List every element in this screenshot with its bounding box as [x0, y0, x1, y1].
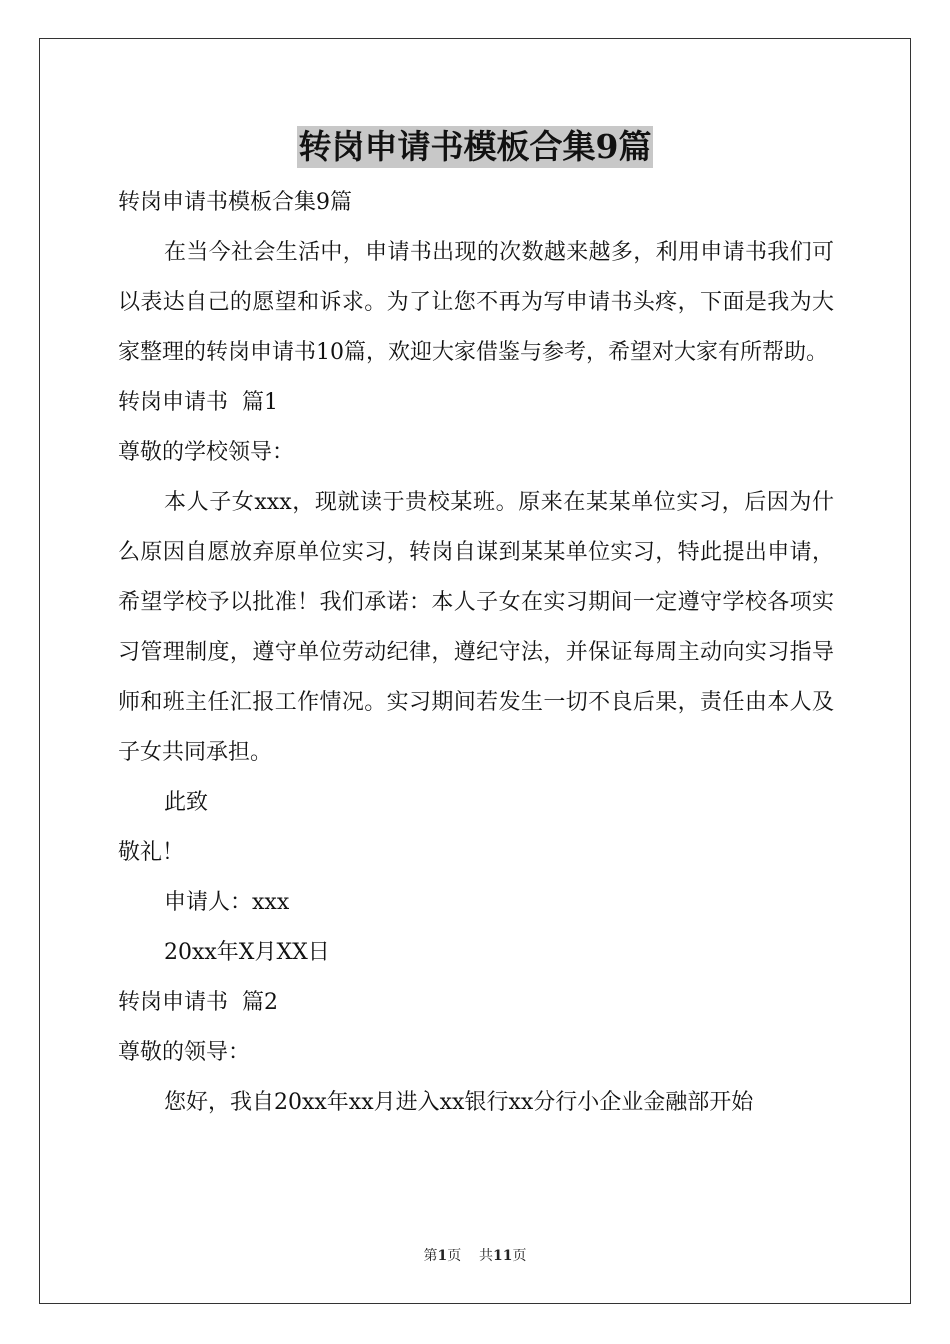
section-heading: 转岗申请书 篇1 [118, 390, 278, 415]
date-line: 20xx年X月XX日 [164, 940, 330, 965]
page-suffix: 页 [447, 1248, 462, 1264]
closing: 此致 [164, 790, 209, 815]
paragraph: 本人子女xxx，现就读于贵校某班。原来在某某单位实习，后因为什么原因自愿放弃原单位实习，转岗自谋到某某单位实习，特此提出申请，希望学校予以批准！我们承诺：本人子女在实习期间一定遵守学校各项实习管理制度，遵守单位劳动纪律，遵纪守法，并保证每周主动向实习指导师和班主任汇报工作情况。实习期间若发生一切不良后果，责任由本人及子女共同承担。 [118, 490, 834, 765]
section-heading: 转岗申请书 篇2 [118, 990, 278, 1015]
document-title: 转岗申请书模板合集9篇 [298, 127, 652, 166]
total-suffix: 页 [512, 1248, 527, 1264]
applicant-line: 申请人：xxx [164, 890, 290, 915]
document-body [118, 178, 834, 1128]
title-container [0, 126, 950, 168]
page-prefix: 第 [423, 1248, 438, 1264]
page-number: 1 [437, 1248, 448, 1264]
salutation: 尊敬的领导： [118, 1040, 251, 1065]
total-pages: 11 [493, 1248, 513, 1264]
total-prefix: 共 [479, 1248, 494, 1264]
page-footer [0, 1246, 950, 1266]
salutation: 尊敬的学校领导： [118, 440, 295, 465]
paragraph: 您好，我自20xx年xx月进入xx银行xx分行小企业金融部开始 [164, 1090, 754, 1115]
closing-regards: 敬礼！ [118, 840, 185, 865]
paragraph: 在当今社会生活中，申请书出现的次数越来越多，利用申请书我们可以表达自己的愿望和诉求。为了让您不再为写申请书头疼，下面是我为大家整理的转岗申请书10篇，欢迎大家借鉴与参考，希望对大家有所帮助。 [118, 240, 834, 365]
paragraph: 转岗申请书模板合集9篇 [118, 190, 352, 215]
